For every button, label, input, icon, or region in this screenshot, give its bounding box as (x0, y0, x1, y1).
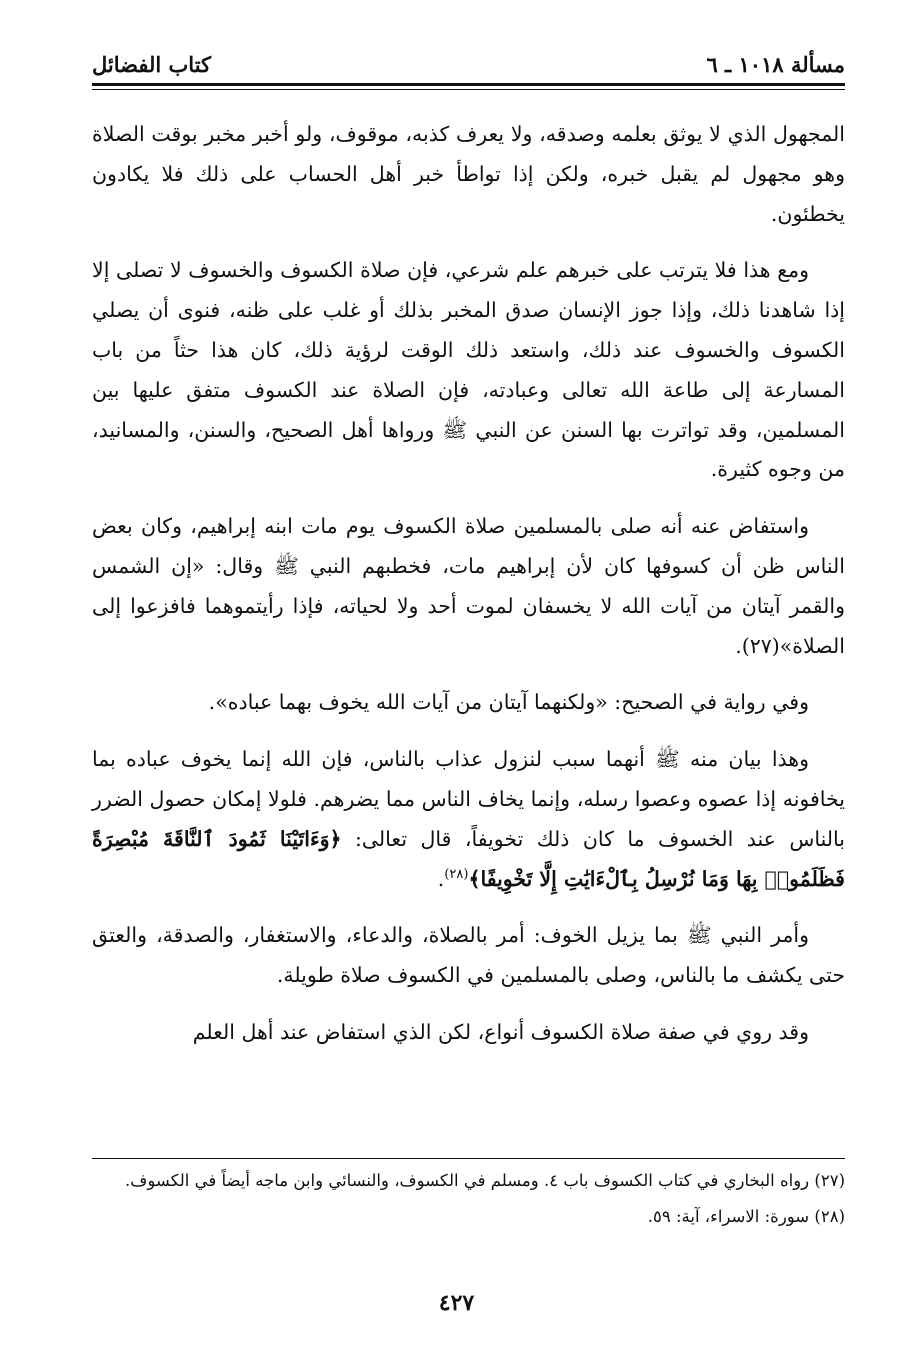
header-rule-thin (92, 89, 845, 90)
footnote-rule (92, 1158, 845, 1159)
running-header (92, 44, 845, 80)
paragraph: وقد روي في صفة صلاة الكسوف أنواع، لكن الذي استفاض عند أهل العلم (192, 1019, 809, 1044)
verse-end-mark: . (437, 866, 445, 891)
footnote: (٢٨) سورة: الاسراء، آية: ٥٩. (647, 1207, 845, 1226)
footnotes (92, 1166, 845, 1238)
paragraph: المجهول الذي لا يوثق بعلمه وصدقه، ولا يعرف كذبه، موقوف، ولو أخبر مخبر بوقت الصلاة وهو مجهول لم يقبل خبره، ولكن إذا تواطأ خبر أهل الحساب على ذلك فلا يكادون يخطئون. (92, 122, 845, 226)
footnote: (٢٧) رواه البخاري في كتاب الكسوف باب ٤. ومسلم في الكسوف، والنسائي وابن ماجه أيضاً في الكسوف. (125, 1171, 845, 1190)
paragraph: ومع هذا فلا يترتب على خبرهم علم شرعي، فإن صلاة الكسوف والخسوف لا تصلى إلا إذا شاهدنا ذلك، وإذا جوز الإنسان صدق المخبر بذلك أو غلب على ظنه، فنوى أن يصلي الكسوف والخسوف عند ذلك، واستعد ذلك الوقت لرؤية ذلك، كان هذا حثاً من باب المسارعة إلى طاعة الله تعالى وعبادته، فإن الصلاة عند الكسوف متفق عليها بين المسلمين، وقد تواترت بها السنن عن النبي ﷺ ورواها أهل الصحيح، والسنن، والمسانيد، من وجوه كثيرة. (92, 258, 845, 482)
paragraph: وأمر النبي ﷺ بما يزيل الخوف: أمر بالصلاة، والدعاء، والاستغفار، والصدقة، والعتق حتى يكشف ما بالناس، وصلى بالمسلمين في الكسوف صلاة طويلة. (92, 923, 845, 988)
paragraph-text: وهذا بيان منه ﷺ أنهما سبب لنزول عذاب بالناس، فإن الله إنما يخوف عباده بما يخافونه إذا عصوه وعصوا رسله، وإنما يخاف الناس مما يضرهم. فلولا إمكان حصول الضرر بالناس عند الخسوف ما كان ذلك تخويفاً، قال تعالى: (92, 747, 845, 851)
paragraph-with-verse (92, 740, 845, 899)
paragraph: واستفاض عنه أنه صلى بالمسلمين صلاة الكسوف يوم مات ابنه إبراهيم، وكان بعض الناس ظن أن كسوفها كان لأن إبراهيم مات، فخطبهم النبي ﷺ وقال: «إن الشمس والقمر آيتان من آيات الله لا يخسفان لموت أحد ولا لحياته، فإذا رأيتموهما فافزعوا إلى الصلاة»(٢٧). (92, 514, 845, 658)
quran-verse: ﴿وَءَاتَيْنَا ثَمُودَ ٱلنَّاقَةَ مُبْصِرَةً فَظَلَمُوا۟ بِهَا وَمَا نُرْسِلُ بِٱلْءَايَٰتِ إِلَّا تَخْوِيفًا﴾ (92, 826, 845, 891)
footnote-ref: (٢٨) (444, 866, 469, 882)
issue-label: مسألة ١٠١٨ ـ ٦ (706, 52, 845, 77)
book-title: كتاب الفضائل (92, 52, 212, 77)
paragraph: وفي رواية في الصحيح: «ولكنهما آيتان من آيات الله يخوف بهما عباده». (208, 690, 809, 715)
body-text (92, 115, 845, 1070)
header-rule (92, 83, 845, 86)
page-number: ٤٢٧ (438, 1290, 475, 1316)
